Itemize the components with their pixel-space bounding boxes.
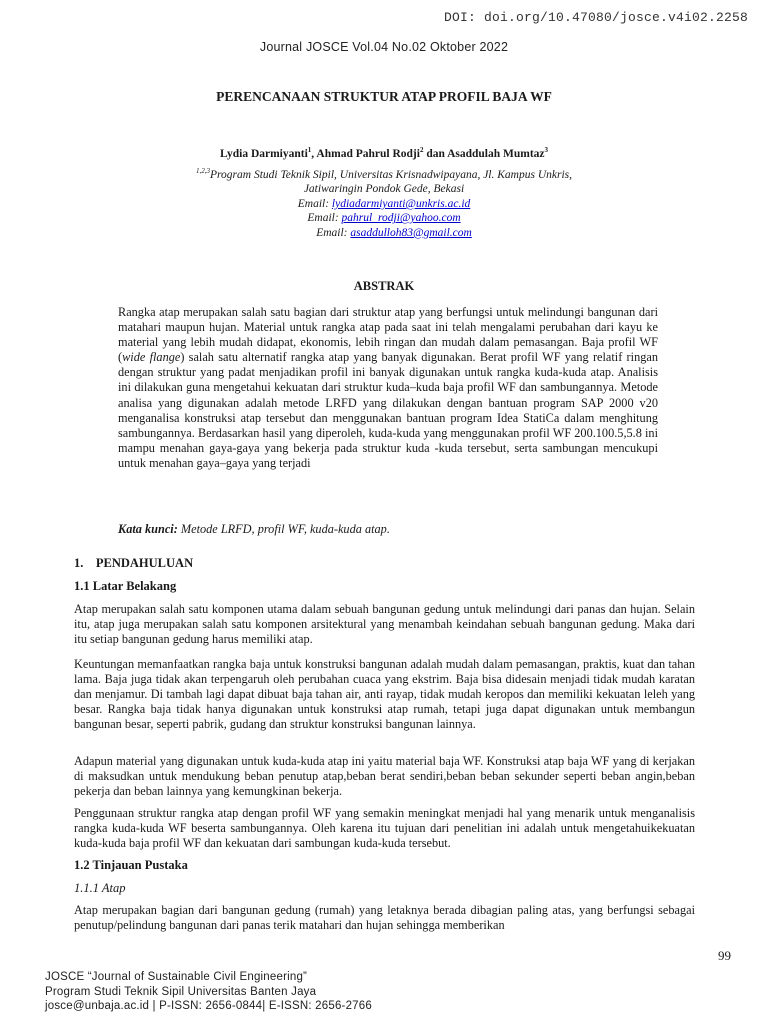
author-sup: 2: [419, 146, 424, 154]
author-sup: 3: [544, 146, 549, 154]
subsection-heading: 1.1 Latar Belakang: [74, 579, 177, 593]
subsection-heading: 1.2 Tinjauan Pustaka: [74, 858, 188, 872]
paper-title: PERENCANAAN STRUKTUR ATAP PROFIL BAJA WF: [216, 89, 552, 104]
paragraph: Atap merupakan salah satu komponen utama dalam sebuah bangunan gedung untuk melindungi dari panas dan hujan. Selain itu, atap juga merupakan salah satu komponen arsitektural yang menambah keindahan sebuah bangunan gedung. Maka dari itu setiap bangunan gedung harus memiliki atap.: [74, 602, 695, 646]
email-line: Email: pahrul_rodji@yahoo.com: [307, 212, 461, 225]
author-list: [0, 146, 768, 160]
abstract-body: Rangka atap merupakan salah satu bagian dari struktur atap yang berfungsi untuk melindungi bangunan dari matahari maupun hujan. Material untuk rangka atap pada saat ini telah mengalami perubahan dari kayu ke material yang lebih mudah didapat, ekonomis, lebih ringan dan mudah dalam pemasangan. Baja profil WF (wide flange) salah satu alternatif rangka atap yang banyak digunakan. Berat profil WF yang relatif ringan dengan struktur yang padat menjadikan profil ini banyak digunakan untuk rangka kuda-kuda atap. Analisis ini dilakukan guna mengetahui kekuatan dari struktur kuda–kuda baja profil WF dan sambungannya. Metode analisa yang digunakan adalah metode LRFD yang dilakukan dengan bantuan program SAP 2000 v20 menganalisa konstruksi atap tersebut dan menggunakan bantuan program Idea StatiCa dalam menghitung sambungannya. Berdasarkan hasil yang diperoleh, kuda-kuda yang menggunakan profil WF 200.100.5,5.8 ini mampu menahan gaya-gaya yang bekerja pada struktur kuda -kuda tersebut, serta sambungan mencukupi untuk menahan gaya–gaya yang terjadi: [118, 305, 658, 470]
paragraph: Adapun material yang digunakan untuk kuda-kuda atap ini yaitu material baja WF. Konstruksi atap baja WF yang di kerjakan di maksudkan untuk mendukung beban penutup atap,beban berat sendiri,beban beban sekunder seperti beban angin,beban pekerja dan beban lainnya yang kemungkinan bekerja.: [74, 754, 695, 798]
email-link[interactable]: lydiadarmiyanti@unkris.ac.id: [331, 197, 471, 210]
email-link[interactable]: asaddulloh83@gmail.com: [350, 226, 472, 239]
author-sup: 1: [307, 146, 312, 154]
author-name: Lydia Darmiyanti: [219, 147, 308, 160]
keywords: [118, 522, 658, 537]
page-number: 99: [718, 948, 731, 963]
affiliation-line: Jatiwaringin Pondok Gede, Bekasi: [303, 183, 465, 196]
footer-line: JOSCE “Journal of Sustainable Civil Engineering”: [45, 971, 308, 983]
author-name: dan Asaddulah Mumtaz: [423, 147, 545, 160]
section-heading: 1. PENDAHULUAN: [74, 556, 194, 570]
affiliation-sup: 1,2,3: [195, 167, 210, 175]
paragraph: Penggunaan struktur rangka atap dengan profil WF yang semakin meningkat menjadi hal yang menarik untuk menganalisis rangka kuda-kuda WF beserta sambungannya. Oleh karena itu tujuan dari penelitian ini adalah untuk mengetahuikekuatan kuda-kuda baja profil WF dan kekuatan dari sambungan kuda-kuda tersebut.: [74, 806, 695, 850]
keywords-label: Kata kunci:: [118, 522, 178, 536]
email-line: Email: lydiadarmiyanti@unkris.ac.id: [297, 197, 471, 210]
abstract-italic: wide flange: [122, 350, 181, 365]
author-name: , Ahmad Pahrul Rodji: [311, 147, 420, 160]
doi-header: DOI: doi.org/10.47080/josce.v4i02.2258: [443, 10, 748, 25]
affiliation-line: $^{1,2,3}$Program Studi Teknik Sipil, Universitas Krisnadwipayana, Jl. Kampus Unkris,: [195, 167, 573, 181]
paragraph: Atap merupakan bagian dari bangunan gedung (rumah) yang letaknya berada dibagian paling atas, yang berfungsi sebagai penutup/pelindung bangunan dari panas terik matahari dan hujan sehingga memberikan: [74, 903, 695, 932]
footer: [45, 970, 372, 1014]
affiliation: [0, 164, 768, 240]
subsubsection-heading: 1.1.1 Atap: [74, 881, 126, 895]
footer-line: Program Studi Teknik Sipil Universitas Banten Jaya: [45, 985, 317, 998]
email-line: Email: asaddulloh83@gmail.com: [316, 226, 472, 239]
abstract-heading: ABSTRAK: [353, 279, 415, 293]
keywords-text: Metode LRFD, profil WF, kuda-kuda atap.: [177, 522, 390, 536]
footer-line: josce@unbaja.ac.id | P-ISSN: 2656-0844| E-ISSN: 2656-2766: [45, 1000, 372, 1012]
email-link[interactable]: pahrul_rodji@yahoo.com: [341, 212, 461, 225]
journal-header: Journal JOSCE Vol.04 No.02 Oktober 2022: [259, 40, 509, 54]
paragraph: Keuntungan memanfaatkan rangka baja untuk konstruksi bangunan adalah mudah dalam pemasangan, praktis, kuat dan tahan lama. Baja juga tidak akan terpengaruh oleh perubahan cuaca yang ekstrim. Baja bisa didesain menjadi tidak mudah karatan dan menjamur. Di tambah lagi dapat dibuat baja tahan air, anti rayap, tidak mudah keropos dan memiliki kekuatan leleh yang besar. Rangka baja tidak hanya digunakan untuk konstruksi atap rumah, tetapi juga dapat digunakan untuk membangun bangunan besar, seperti pabrik, gudang dan struktur konstruksi bangunan lainnya.: [74, 657, 695, 731]
